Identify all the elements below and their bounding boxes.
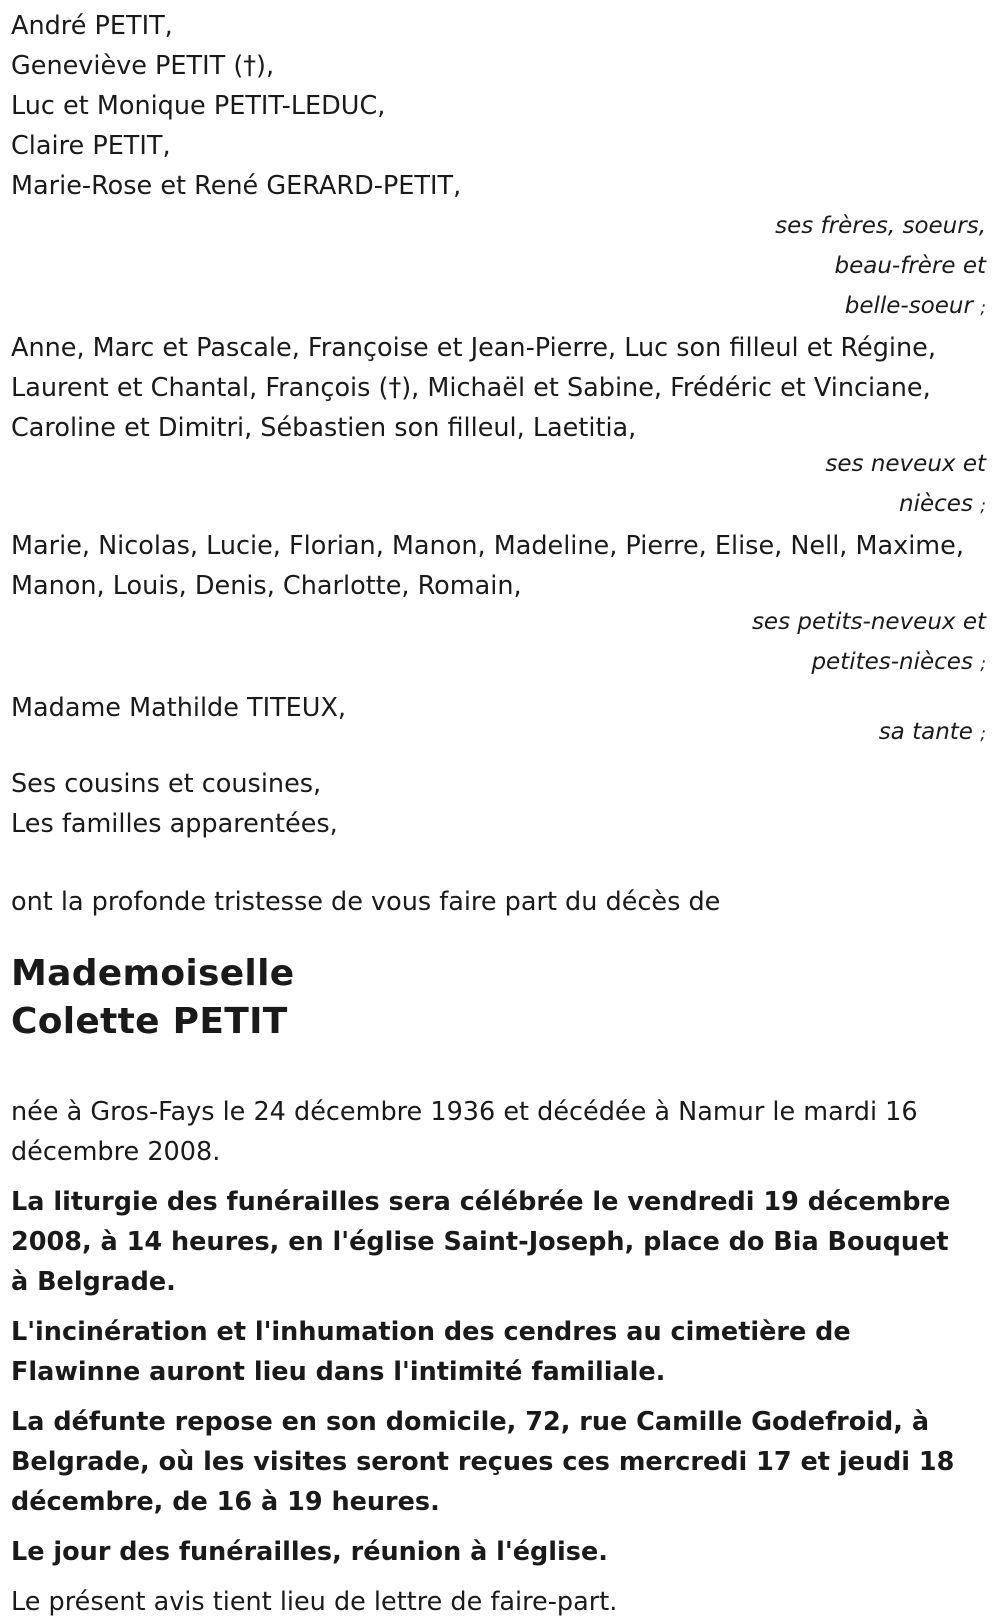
sibling-line: Claire PETIT, [11,131,171,161]
others-block [11,764,986,844]
visits-paragraph: La défunte repose en son domicile, 72, rue Camille Godefroid, à Belgrade, où les visites seront reçues ces mercredi 17 et jeudi 18 décembre, de 16 à 19 heures. [11,1407,955,1517]
semicolon: ; [980,496,986,516]
siblings-block [11,6,986,328]
grandnephews-line: Manon, Louis, Denis, Charlotte, Romain, [11,571,522,601]
relation-label: ses frères, soeurs, [775,213,986,239]
nephews-block [11,328,986,526]
nephews-line: Anne, Marc et Pascale, Françoise et Jean-Pierre, Luc son filleul et Régine, [11,333,936,363]
birth-death-paragraph: née à Gros-Fays le 24 décembre 1936 et décédée à Namur le mardi 16 décembre 2008. [11,1097,918,1167]
incineration-paragraph: L'incinération et l'inhumation des cendres au cimetière de Flawinne auront lieu dans l'intimité familiale. [11,1317,851,1387]
deceased-title: Mademoiselle [11,953,295,994]
liturgy-paragraph: La liturgie des funérailles sera célébrée le vendredi 19 décembre 2008, à 14 heures, en l'église Saint-Joseph, place do Bia Bouquet à Belgrade. [11,1187,951,1297]
others-line: Ses cousins et cousines, [11,769,322,799]
grandnephews-block [11,526,986,684]
semicolon: ; [980,724,986,744]
aunt-block [11,688,986,754]
deceased-name: Colette PETIT [11,1001,288,1042]
aunt-line: Madame Mathilde TITEUX, [11,693,347,723]
nephews-line: Caroline et Dimitri, Sébastien son filleul, Laetitia, [11,413,637,443]
meeting-paragraph: Le jour des funérailles, réunion à l'église. [11,1537,608,1567]
relation-label: ses neveux et [825,451,986,477]
sibling-line: Luc et Monique PETIT-LEDUC, [11,91,386,121]
sibling-line: Marie-Rose et René GERARD-PETIT, [11,171,462,201]
semicolon: ; [980,298,986,318]
relation-label: nièces ; [899,491,986,517]
sibling-line: Geneviève PETIT (†), [11,51,275,81]
relation-label: petites-nièces ; [811,649,986,675]
relation-label: beau-frère et [834,253,986,279]
relation-label: ses petits-neveux et [751,609,986,635]
announcement-text: ont la profonde tristesse de vous faire part du décès de [11,887,721,917]
relation-label: sa tante ; [878,719,986,745]
grandnephews-line: Marie, Nicolas, Lucie, Florian, Manon, Madeline, Pierre, Elise, Nell, Maxime, [11,531,964,561]
nephews-line: Laurent et Chantal, François (†), Michaël et Sabine, Frédéric et Vinciane, [11,373,931,403]
sibling-line: André PETIT, [11,11,173,41]
semicolon: ; [980,654,986,674]
others-line: Les familles apparentées, [11,809,338,839]
notice-paragraph: Le présent avis tient lieu de lettre de faire-part. [11,1587,618,1617]
relation-label: belle-soeur ; [844,293,986,319]
